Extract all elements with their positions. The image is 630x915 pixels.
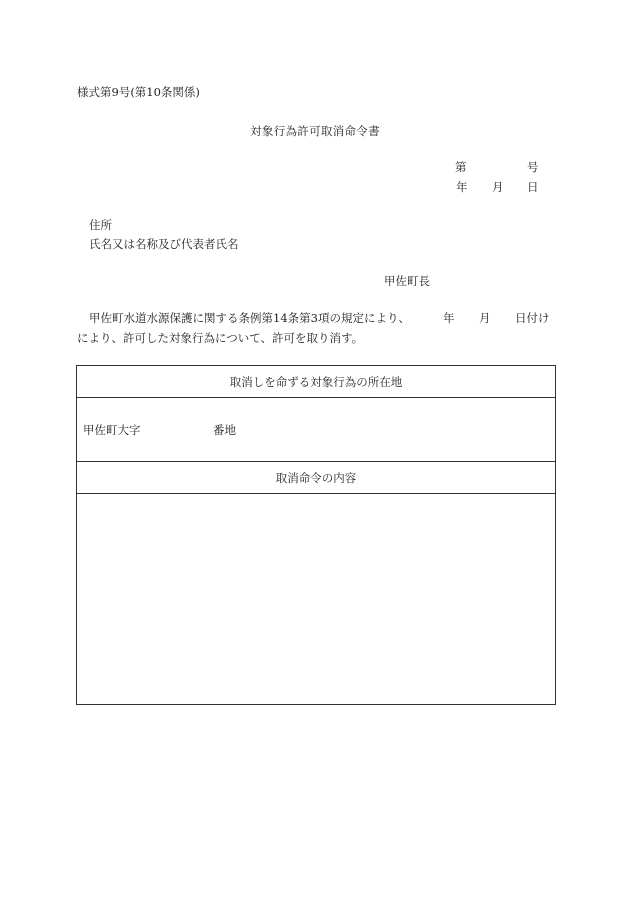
date-year-label: 年	[456, 180, 468, 194]
location-oaza-label: 甲佐町大字	[83, 423, 141, 437]
body-date-month: 月	[479, 311, 491, 325]
recipient-name-label: 氏名又は名称及び代表者氏名	[89, 237, 239, 251]
form-number: 様式第9号(第10条関係)	[77, 85, 200, 99]
date-day-label: 日	[527, 180, 539, 194]
location-header: 取消しを命ずる対象行為の所在地	[229, 375, 403, 389]
recipient-address-label: 住所	[89, 218, 112, 232]
location-banchi-label: 番地	[213, 423, 236, 437]
content-area	[77, 494, 555, 704]
body-text-line2: により、許可した対象行為について、許可を取り消す。	[77, 331, 364, 345]
body-text-line1: 甲佐町水道水源保護に関する条例第14条第3項の規定により、	[89, 311, 410, 325]
reference-number-prefix: 第	[455, 160, 467, 174]
location-header-row	[77, 366, 555, 398]
content-header: 取消命令の内容	[275, 471, 357, 485]
body-date-day: 日付け	[515, 311, 550, 325]
location-row	[77, 398, 555, 462]
document-title: 対象行為許可取消命令書	[250, 124, 380, 138]
reference-number-suffix: 号	[527, 160, 539, 174]
revocation-table	[76, 365, 556, 705]
date-month-label: 月	[492, 180, 504, 194]
issuer-name: 甲佐町長	[384, 274, 430, 288]
body-date-year: 年	[443, 311, 455, 325]
content-header-row	[77, 462, 555, 494]
